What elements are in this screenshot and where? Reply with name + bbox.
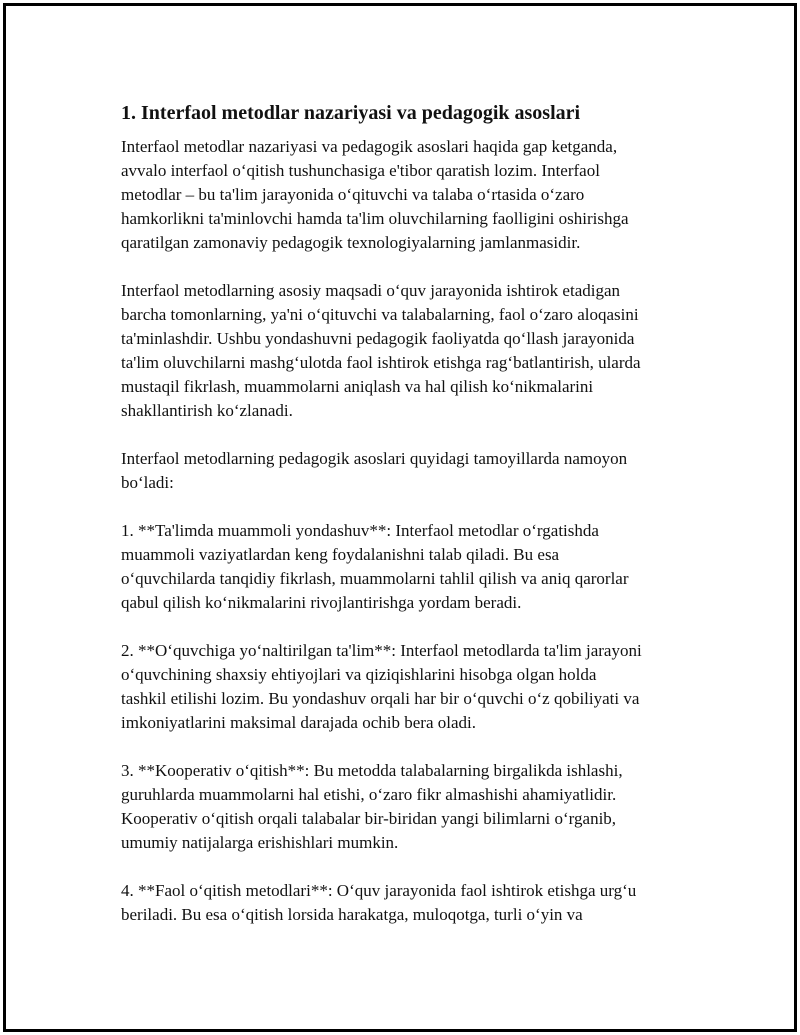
text-line: muammoli vaziyatlardan keng foydalanishni talab qiladi. Bu esa — [121, 545, 560, 564]
document-body — [121, 100, 701, 951]
text-line: bo‘ladi: — [121, 473, 174, 492]
section-heading: 1. Interfaol metodlar nazariyasi va pedagogik asoslari — [121, 102, 581, 124]
page-frame — [3, 3, 797, 1032]
text-line: 2. **O‘quvchiga yo‘naltirilgan ta'lim**: Interfaol metodlarda ta'lim jarayoni — [121, 641, 642, 660]
text-line: hamkorlikni ta'minlovchi hamda ta'lim oluvchilarning faolligini oshirishga — [121, 209, 629, 228]
text-line: guruhlarda muammolarni hal etishi, o‘zaro fikr almashishi ahamiyatlidir. — [121, 785, 617, 804]
text-line: 3. **Kooperativ o‘qitish**: Bu metodda talabalarning birgalikda ishlashi, — [121, 761, 623, 780]
text-line: 1. **Ta'limda muammoli yondashuv**: Interfaol metodlar o‘rgatishda — [121, 521, 599, 540]
list-item-1 — [121, 519, 701, 615]
text-line: Kooperativ o‘qitish orqali talabalar bir-biridan yangi bilimlarni o‘rganib, — [121, 809, 617, 828]
text-line: tashkil etilishi lozim. Bu yondashuv orqali har bir o‘quvchi o‘z qobiliyati va — [121, 689, 640, 708]
text-line: qabul qilish ko‘nikmalarini rivojlantirishga yordam beradi. — [121, 593, 522, 612]
paragraph-intro — [121, 135, 701, 255]
text-line: ta'lim oluvchilarni mashg‘ulotda faol ishtirok etishga rag‘batlantirish, ularda — [121, 353, 641, 372]
text-line: Interfaol metodlar nazariyasi va pedagogik asoslari haqida gap ketganda, — [121, 137, 618, 156]
text-line: shakllantirish ko‘zlanadi. — [121, 401, 293, 420]
text-line: Interfaol metodlarning asosiy maqsadi o‘quv jarayonida ishtirok etadigan — [121, 281, 621, 300]
text-line: imkoniyatlarini maksimal darajada ochib bera oladi. — [121, 713, 476, 732]
paragraph-principles-intro — [121, 447, 701, 495]
text-line: Interfaol metodlarning pedagogik asoslari quyidagi tamoyillarda namoyon — [121, 449, 628, 468]
list-item-2 — [121, 639, 701, 735]
text-line: o‘quvchilarda tanqidiy fikrlash, muammolarni tahlil qilish va aniq qarorlar — [121, 569, 629, 588]
text-line: beriladi. Bu esa o‘qitish lorsida harakatga, muloqotga, turli o‘yin va — [121, 905, 583, 924]
text-line: ta'minlashdir. Ushbu yondashuvni pedagogik faoliyatda qo‘llash jarayonida — [121, 329, 635, 348]
list-item-4 — [121, 879, 701, 927]
paragraph-purpose — [121, 279, 701, 423]
text-line: barcha tomonlarning, ya'ni o‘qituvchi va talabalarning, faol o‘zaro aloqasini — [121, 305, 639, 324]
text-line: avvalo interfaol o‘qitish tushunchasiga e'tibor qaratish lozim. Interfaol — [121, 161, 600, 180]
text-line: qaratilgan zamonaviy pedagogik texnologiyalarning jamlanmasidir. — [121, 233, 581, 252]
list-item-3 — [121, 759, 701, 855]
text-line: metodlar – bu ta'lim jarayonida o‘qituvchi va talaba o‘rtasida o‘zaro — [121, 185, 585, 204]
text-line: mustaqil fikrlash, muammolarni aniqlash va hal qilish ko‘nikmalarini — [121, 377, 594, 396]
text-line: o‘quvchining shaxsiy ehtiyojlari va qiziqishlarini hisobga olgan holda — [121, 665, 597, 684]
text-line: umumiy natijalarga erishishlari mumkin. — [121, 833, 399, 852]
text-line: 4. **Faol o‘qitish metodlari**: O‘quv jarayonida faol ishtirok etishga urg‘u — [121, 881, 637, 900]
